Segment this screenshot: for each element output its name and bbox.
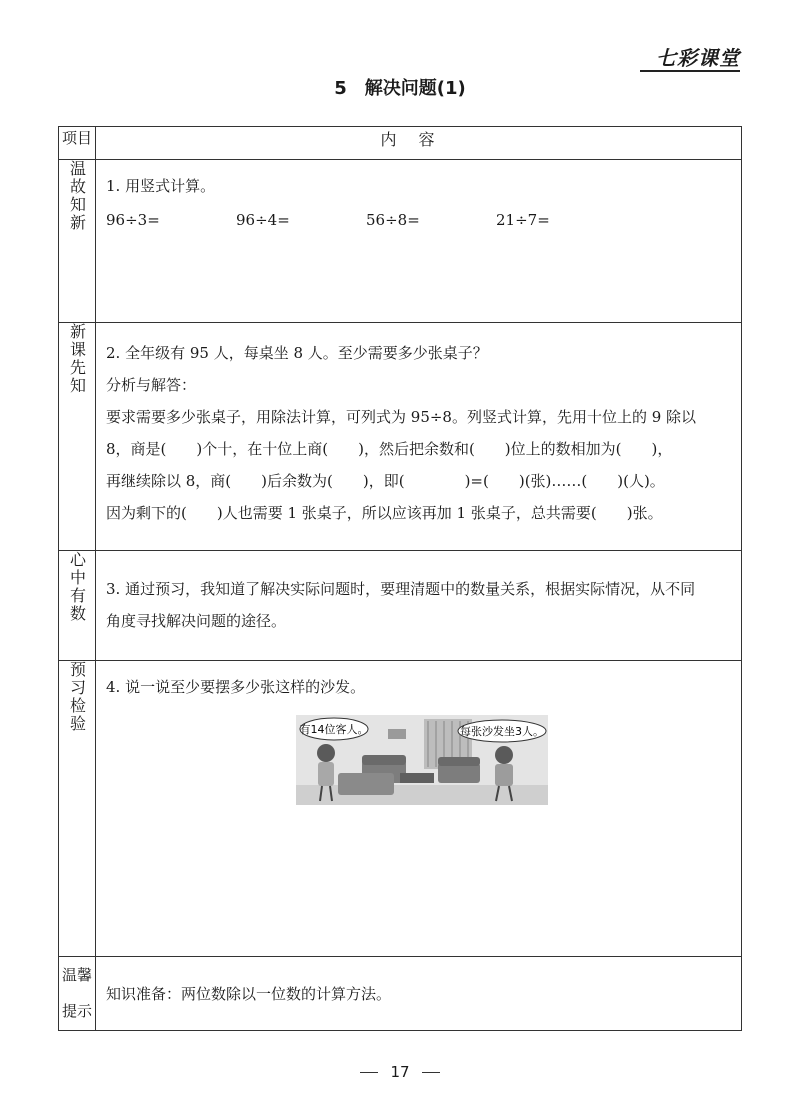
lesson-number: 5 xyxy=(334,78,347,99)
brand-underline xyxy=(640,70,740,72)
brand-text: 七彩课堂 xyxy=(656,46,740,70)
analysis-line: 因为剩下的( )人也需要 1 张桌子，所以应该再加 1 张桌子，总共需要( )张。 xyxy=(106,504,663,522)
row-label-preview-check: 预习检验 xyxy=(67,661,87,733)
calc-item: 96÷3= xyxy=(106,211,160,229)
row-label-cell xyxy=(59,323,96,551)
table-row-tips xyxy=(59,957,742,1031)
worksheet-table xyxy=(58,126,742,1031)
row-content-cell xyxy=(96,160,742,323)
analysis-line: 再继续除以 8，商( )后余数为( )，即( )=( )(张)……( )(人)。 xyxy=(106,472,665,490)
header-content-label: 内容 xyxy=(380,130,457,149)
question-3: 3. 通过预习，我知道了解决实际问题时，要理清题中的数量关系，根据实际情况，从不同 xyxy=(106,580,696,598)
bubble-text-guests: 有14位客人。 xyxy=(299,723,369,736)
page-footer xyxy=(0,1063,800,1081)
header-item: 项目 xyxy=(59,127,96,160)
question-3-continued: 角度寻找解决问题的途径。 xyxy=(106,612,287,630)
footer-dash-left xyxy=(360,1072,378,1073)
row-label-cell xyxy=(59,551,96,661)
calc-item: 96÷4= xyxy=(236,211,290,229)
calc-list xyxy=(106,204,731,236)
row-label-cell xyxy=(59,957,96,1031)
brand-logo xyxy=(640,42,740,68)
bubble-text-sofa: 每张沙发坐3人。 xyxy=(460,725,544,738)
table-row-mindset xyxy=(59,551,742,661)
analysis-line: 8，商是( )个十，在十位上商( )，然后把余数和( )位上的数相加为( )， xyxy=(106,440,673,458)
row-content-cell xyxy=(96,551,742,661)
row-label-new-lesson: 新课先知 xyxy=(67,323,87,395)
row-label-cell xyxy=(59,661,96,957)
row-content-cell xyxy=(96,957,742,1031)
page-title xyxy=(0,74,800,100)
table-row-review xyxy=(59,160,742,323)
calc-item: 21÷7= xyxy=(496,211,550,229)
table-header-row xyxy=(59,127,742,160)
lesson-title: 解决问题(1) xyxy=(364,78,466,99)
row-label-tips-bottom: 提示 xyxy=(61,1002,92,1020)
row-content-cell xyxy=(96,323,742,551)
table-row-preview-check xyxy=(59,661,742,957)
calc-item: 56÷8= xyxy=(366,211,420,229)
question-4: 4. 说一说至少要摆多少张这样的沙发。 xyxy=(106,678,366,696)
footer-dash-right xyxy=(422,1072,440,1073)
header-content xyxy=(96,127,742,160)
row-label-review: 温故知新 xyxy=(67,160,87,232)
table-row-new-lesson xyxy=(59,323,742,551)
row-label-cell xyxy=(59,160,96,323)
question-1: 1. 用竖式计算。 xyxy=(106,177,216,195)
page-number: 17 xyxy=(390,1063,410,1081)
analysis-heading: 分析与解答： xyxy=(106,376,197,394)
analysis-line: 要求需要多少张桌子，用除法计算，可列式为 95÷8。列竖式计算，先用十位上的 9 除以 xyxy=(106,408,697,426)
question-2: 2. 全年级有 95 人，每桌坐 8 人。至少需要多少张桌子？ xyxy=(106,344,488,362)
row-content-cell xyxy=(96,661,742,957)
row-label-tips-top: 温馨 xyxy=(61,966,92,984)
tip-text: 知识准备：两位数除以一位数的计算方法。 xyxy=(106,984,392,1003)
sofa-illustration xyxy=(296,715,548,805)
row-label-mindset: 心中有数 xyxy=(67,551,87,623)
